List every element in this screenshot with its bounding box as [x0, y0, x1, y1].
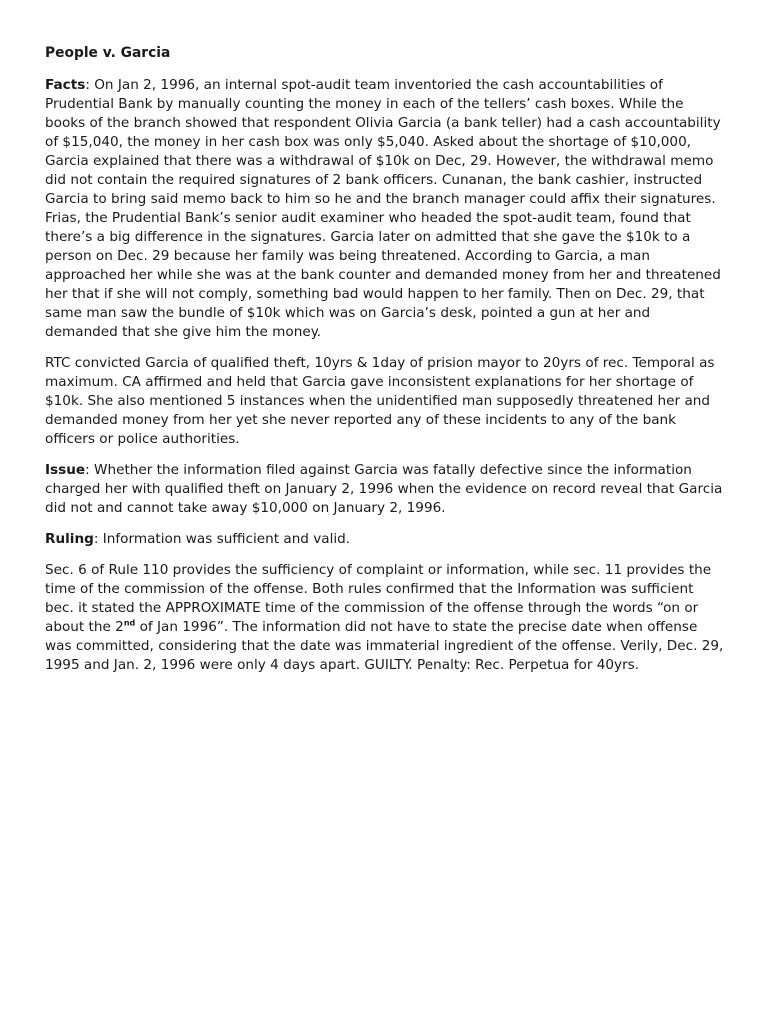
ruling-paragraph	[45, 530, 725, 549]
issue-text: : Whether the information filed against Garcia was fatally defective since the information charged her with qualified theft on January 2, 1996 when the evidence on record reveal that Garcia did not and cannot take away $10,000 on January 2, 1996.	[45, 462, 723, 516]
issue-paragraph	[45, 461, 725, 518]
document-page	[45, 44, 725, 687]
facts-label: Facts	[45, 77, 86, 93]
sec-text-after: of Jan 1996”. The information did not have to state the precise date when offense was committed, considering that the date was immaterial ingredient of the offense. Verily, Dec. 29, 1995 and Jan. 2, 1996 were only 4 days apart. GUILTY. Penalty: Rec. Perpetua for 40yrs.	[45, 619, 724, 673]
sec-text-before: Sec. 6 of Rule 110 provides the sufficiency of complaint or information, while sec. 11 provides the time of the commission of the offense. Both rules confirmed that the Information was sufficient bec. it stated the APPROXIMATE time of the commission of the offense through the words “on or about the 2	[45, 562, 712, 635]
ruling-text: : Information was sufficient and valid.	[93, 531, 351, 547]
issue-label: Issue	[45, 462, 86, 478]
facts-paragraph	[45, 76, 725, 342]
document-title: People v. Garcia	[45, 45, 171, 61]
ordinal-superscript: nd	[123, 618, 136, 628]
facts-text: : On Jan 2, 1996, an internal spot-audit team inventoried the cash accountabilities of Prudential Bank by manually counting the money in each of the tellers’ cash boxes. While the books of the branch showed that respondent Olivia Garcia (a bank teller) had a cash accountability of $15,040, the money in her cash box was only $5,040. Asked about the shortage of $10,000, Garcia explained that there was a withdrawal of $10k on Dec, 29. However, the withdrawal memo did not contain the required signatures of 2 bank officers. Cunanan, the bank cashier, instructed Garcia to bring said memo back to him so he and the branch manager could affix their signatures. Frias, the Prudential Bank’s senior audit examiner who headed the spot-audit team, found that there’s a big difference in the signatures. Garcia later on admitted that she gave the $10k to a person on Dec. 29 because her family was being threatened. According to Garcia, a man approached her while she was at the bank counter and demanded money from her and threatened her that if she will not comply, something bad would happen to her family. Then on Dec. 29, that same man saw the bundle of $10k which was on Garcia’s desk, pointed a gun at her and demanded that she give him the money.	[45, 77, 721, 340]
sec-paragraph	[45, 561, 725, 675]
rtc-paragraph: RTC convicted Garcia of qualified theft, 10yrs & 1day of prision mayor to 20yrs of rec. Temporal as maximum. CA affirmed and held that Garcia gave inconsistent explanations for her shortage of $10k. She also mentioned 5 instances when the unidentified man supposedly threatened her and demanded money from her yet she never reported any of these incidents to any of the bank officers or police authorities.	[45, 355, 715, 447]
ruling-label: Ruling	[45, 531, 94, 547]
